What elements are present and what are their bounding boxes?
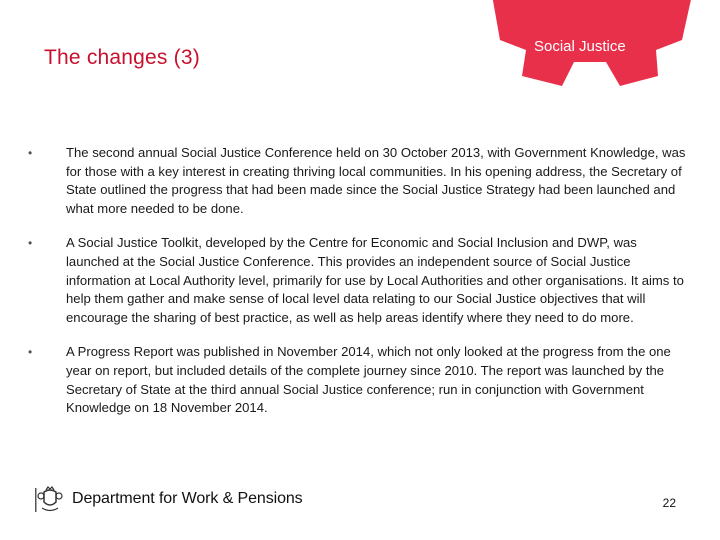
- bullet-marker: •: [28, 236, 33, 251]
- bullet-item: [28, 343, 688, 417]
- slide-title: The changes (3): [44, 46, 200, 69]
- dwp-logo: Department for Work & Pensions: [72, 490, 303, 507]
- bullet-item: [28, 144, 688, 218]
- bullet-marker: •: [28, 345, 33, 360]
- social-justice-badge: Social Justice: [534, 38, 626, 55]
- bullet-marker: •: [28, 146, 33, 160]
- page-number: 22: [662, 496, 676, 510]
- bullet-list: [28, 144, 688, 434]
- bullet-text: A Progress Report was published in November 2014, which not only looked at the progress from the one year on report, but included details of the complete journey since 2010. The report was launched by the Secretary of State at the third annual Social Justice conference; run in conjunction with Government Knowledge on 18 November 2014.: [66, 344, 671, 416]
- royal-crest-icon: [34, 486, 66, 514]
- bullet-item: [28, 234, 688, 327]
- bullet-text: The second annual Social Justice Conference held on 30 October 2013, with Government Knowledge, was for those with a key interest in creating thriving local communities. In his opening address, the Secretary of State outlined the progress that had been made since the Social Justice Strategy had been launched and what more needed to be done.: [66, 145, 686, 216]
- footer: [0, 484, 720, 540]
- bullet-text: A Social Justice Toolkit, developed by the Centre for Economic and Social Inclusion and DWP, was launched at the Social Justice Conference. This provides an independent source of Social Justice information at Local Authority level, primarily for use by Local Authorities and other organisations. It aims to help them gather and make sense of local level data relating to our Social Justice objectives that will encourage the sharing of best practice, as well as help areas identify where they need to do more.: [66, 235, 684, 325]
